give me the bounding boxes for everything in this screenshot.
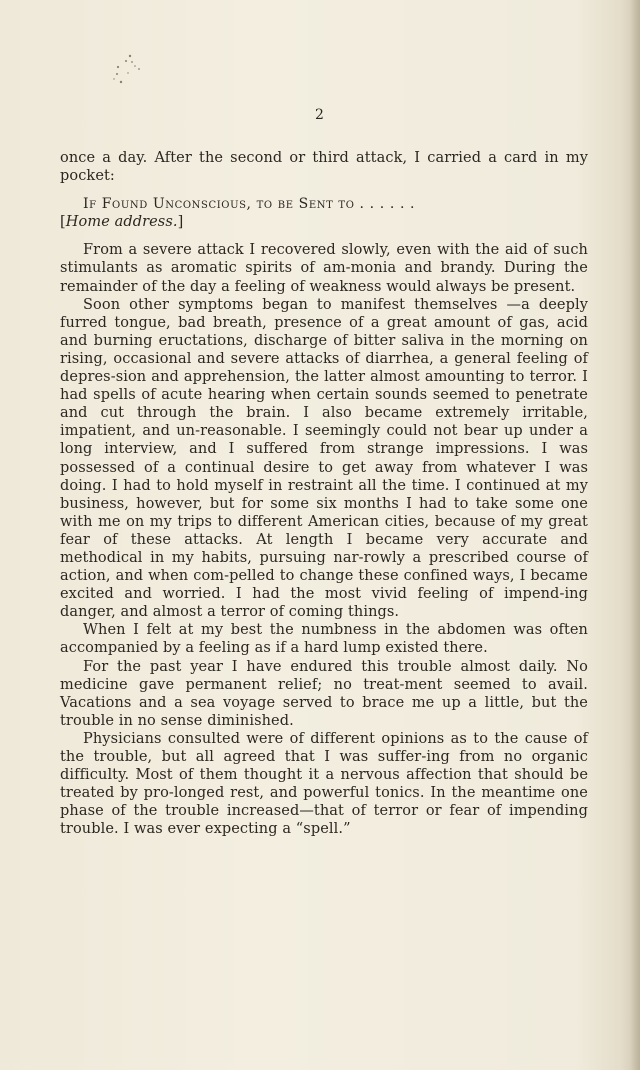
- page-number: 2: [315, 107, 325, 123]
- card-address: Home address.: [65, 214, 178, 231]
- body-text: [60, 149, 588, 838]
- card-address-line: [60, 213, 588, 231]
- ink-speckle-mark: [108, 52, 148, 92]
- paragraph-symptoms: Soon other symptoms began to manifest themselves —a deeply furred tongue, bad breath, presence of a great amount of gas, acid and burning eructations, discharge of bitter saliva in the morning on rising, occasional and severe attacks of diarrhea, a general feeling of depres-sion and apprehension, the latter almost amounting to terror. I had spells of acute hearing when certain sounds seemed to penetrate and cut through the brain. I also became extremely irritable, impatient, and un-reasonable. I seemingly could not bear up under a long interview, and I suffered from strange impressions. I was possessed of a continual desire to get away from whatever I was doing. I had to hold myself in restraint all the time. I continued at my business, however, but for some six months I had to take some one with me on my trips to different American cities, because of my great fear of these attacks. At length I became very accurate and methodical in my habits, pursuing nar-rowly a prescribed course of action, and when com-pelled to change these confined ways, I became excited and worried. I had the most vivid feeling of impend-ing danger, and almost a terror of coming things.: [60, 296, 588, 621]
- bracket-open: [: [60, 214, 66, 231]
- page-edge-shadow: [630, 0, 640, 1070]
- paragraph-recovery: From a severe attack I recovered slowly, even with the aid of such stimulants as aromatic spirits of am-monia and brandy. During the remainder of the day a feeling of weakness would always be present.: [60, 242, 588, 295]
- paragraph-physicians: Physicians consulted were of different opinions as to the cause of the trouble, but all agreed that I was suffer-ing from no organic difficulty. Most of them thought it a nervous affection that should be treated by pro-longed rest, and powerful tonics. In the meantime one phase of the trouble increased—that of terror or fear of impending trouble. I was ever expecting a “spell.”: [60, 730, 588, 838]
- bracket-close: ]: [177, 214, 184, 231]
- paragraph-numbness: When I felt at my best the numbness in the abdomen was often accompanied by a feeling as if a hard lump existed there.: [60, 622, 588, 657]
- paragraph-past-year: For the past year I have endured this trouble almost daily. No medicine gave permanent relief; no treat-ment seemed to avail. Vacations and a sea voyage served to brace me up a little, but the trouble in no sense diminished.: [60, 658, 588, 729]
- intro-paragraph: once a day. After the second or third attack, I carried a card in my pocket:: [60, 150, 588, 185]
- card-inscription: If Found Unconscious, to be Sent to . . . . . .: [83, 196, 416, 213]
